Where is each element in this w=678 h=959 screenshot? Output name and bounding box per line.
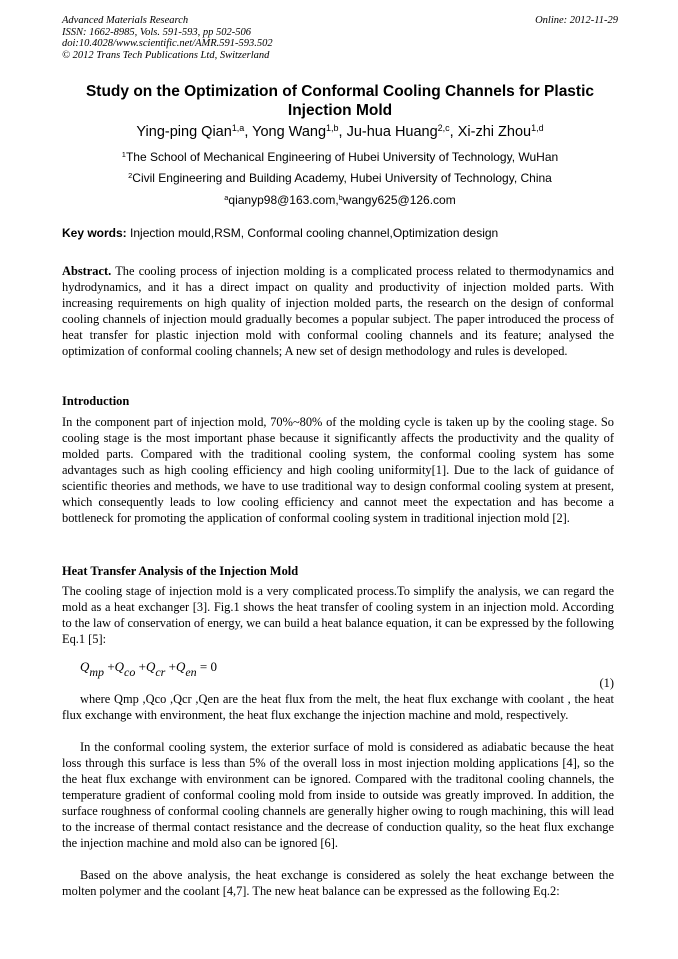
affiliation-1: $^1$The School of Mechanical Engineering of Hubei University of Technology, WuHan	[121, 149, 559, 164]
author-affiliation-mark: 1,b	[326, 123, 339, 134]
paper-title: Study on the Optimization of Conformal Cooling Channels for Plastic Injection Mold	[85, 83, 595, 119]
section-heading-introduction: Introduction	[62, 394, 130, 408]
heat-transfer-paragraph-3: In the conformal cooling system, the exterior surface of mold is considered as adiabatic because the heat loss through this surface is less than 5% of the overall loss in most injection molding applications [4], so the the heat flux exchange with environment can be ignored. Compared with the traditonal cooling channels, the temperature gradient of conformal cooling mold from inside to outside was greatly improved. In addition, the surface roughness of conformal cooling channels are generally higher owing to rough machining, this will lead to the increase of thermal contact resistance and the decrease of conduction quality, so the heat flux exchange the injection machine and mold also can be ignored [6].	[62, 740, 614, 850]
author-name: Xi-zhi Zhou	[457, 124, 532, 140]
author-name: Ying-ping Qian	[136, 124, 232, 140]
journal-name: Advanced Materials Research	[62, 15, 189, 26]
heat-transfer-paragraph-1: The cooling stage of injection mold is a very complicated process.To simplify the analysis, we can regard the mold as a heat exchanger [3]. Fig.1 shows the heat transfer of cooling system in an injection mold. According to the law of conservation of energy, we can build a heat balance equation, it can be expressed by the following Eq.1 [5]:	[62, 584, 614, 646]
publication-header	[62, 15, 618, 61]
affiliation-2: $^2$Civil Engineering and Building Academy, Hubei University of Technology, China	[128, 170, 552, 185]
heat-transfer-paragraph-4: Based on the above analysis, the heat exchange is considered as solely the heat exchange between the molten polymer and the coolant [4,7]. The new heat balance can be expressed as the following Eq.2:	[62, 868, 614, 898]
online-date: Online: 2012-11-29	[535, 15, 618, 26]
abstract	[62, 263, 614, 359]
abstract-label: Abstract.	[62, 264, 112, 278]
author-affiliation-mark: 2,c	[437, 123, 450, 134]
author-name: Yong Wang	[252, 124, 327, 140]
keywords-text: Injection mould,RSM, Conformal cooling channel,Optimization design	[130, 226, 499, 240]
author-affiliation-mark: 1,d	[531, 123, 544, 134]
equation-number: (1)	[599, 676, 614, 690]
doi-line: doi:10.4028/www.scientific.net/AMR.591-593.502	[62, 38, 273, 49]
copyright-line: © 2012 Trans Tech Publications Ltd, Switzerland	[62, 49, 270, 61]
section-heading-heat-transfer: Heat Transfer Analysis of the Injection Mold	[62, 564, 299, 578]
heat-transfer-paragraph-2: where Qmp ,Qco ,Qcr ,Qen are the heat flux from the melt, the heat flux exchange with coolant , the heat flux exchange with environment, the heat flux exchange the injection machine and mold, respectively.	[62, 692, 614, 722]
author-list: Ying-ping Qian$^{1,a}$, Yong Wang$^{1,b}$, Ju-hua Huang$^{2,c}$, Xi-zhi Zhou$^{1,d}$	[136, 123, 544, 140]
keywords	[62, 226, 618, 241]
email-link[interactable]: qianyp98@163.com,	[228, 193, 339, 207]
introduction-paragraph: In the component part of injection mold, 70%~80% of the molding cycle is taken up by the cooling stage. So cooling stage is the most important phase because it significantly affects the productivity and the quality of molded parts. Compared with the traditional cooling system, the conformal cooling system has some advantages such as high cooling efficiency and high cooling uniformity[1]. Due to the lack of guidance of scientific theories and methods, we have to use traditional way to design conformal cooling system at present, which consequently leads to low cooling efficiency and cannot meet the expectation and has become a bottleneck for promoting the application of conformal cooling system in traditional injection mold [2].	[62, 415, 614, 525]
abstract-text: The cooling process of injection molding is a complicated process related to thermodynamics and hydrodynamics, and it has a direct impact on quality and productivity of injection molded parts. With increasing requirements on high quality of injection molded parts, the research on the design of conformal cooling channels of injection mould gradually becomes a popular subject. The paper introduced the process of heat transfer for plastic injection mold with conformal cooling channels and its feature; analysed the optimization of conformal cooling channels; A new set of design methodology and rules is developed.	[62, 264, 614, 358]
author-emails: $^a$qianyp98@163.com,$^b$wangy625@126.com	[224, 192, 456, 207]
keywords-label: Key words:	[62, 226, 127, 240]
issn-line: ISSN: 1662-8985, Vols. 591-593, pp 502-506	[62, 26, 251, 38]
author-name: Ju-hua Huang	[346, 124, 438, 140]
author-affiliation-mark: 1,a	[231, 123, 245, 134]
equation-1: Qmp +Qco +Qcr +Qen = 0	[80, 659, 218, 679]
email-link[interactable]: wangy625@126.com	[342, 193, 456, 207]
